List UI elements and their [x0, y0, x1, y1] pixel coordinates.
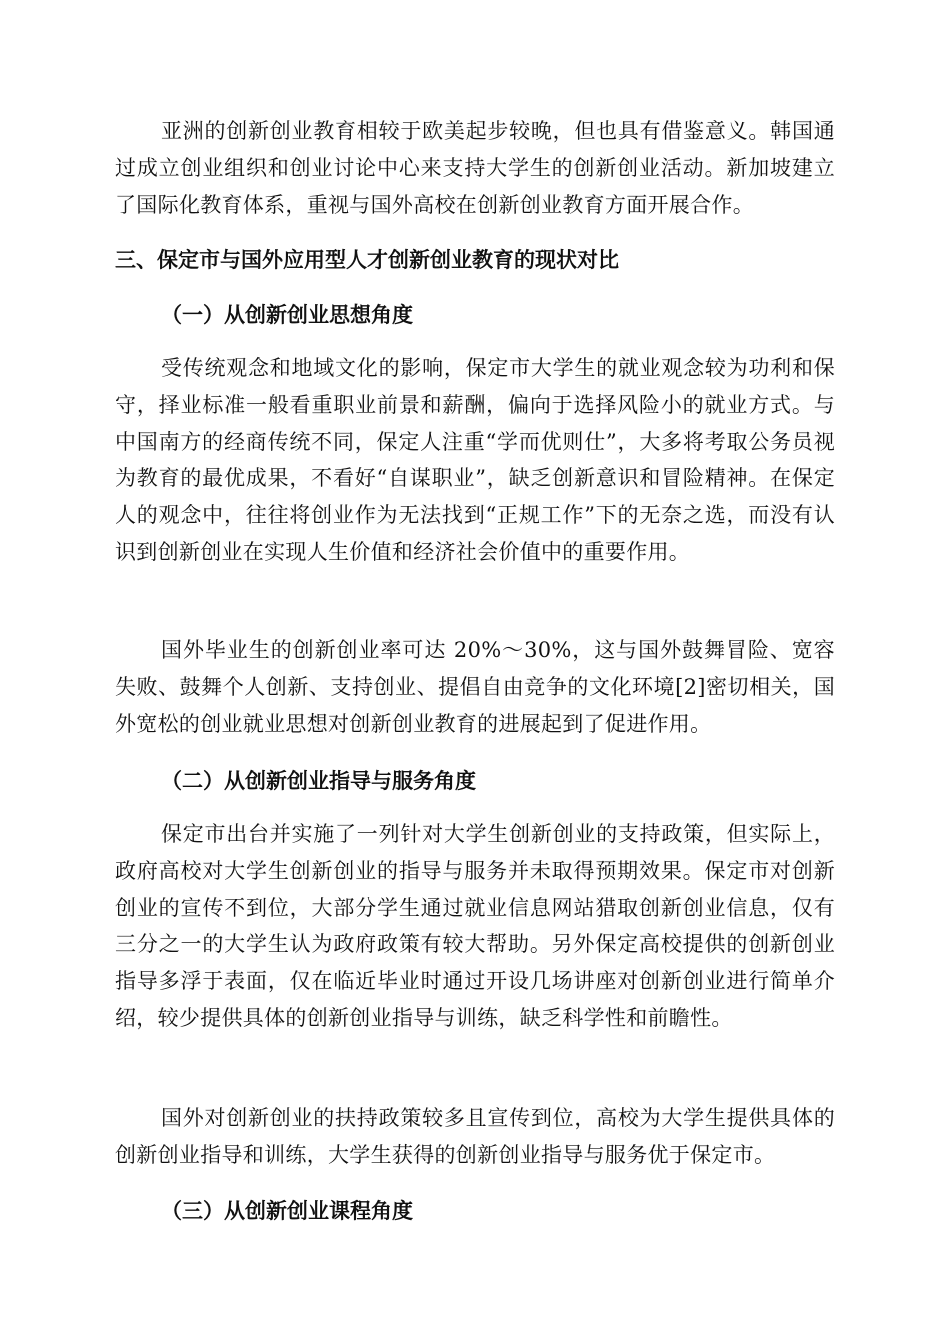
- subsection-heading-1: （一）从创新创业思想角度: [161, 302, 413, 327]
- paragraph-baoding-guidance: 保定市出台并实施了一列针对大学生创新创业的支持政策，但实际上，政府高校对大学生创新创业的指导与服务并未取得预期效果。保定市对创新创业的宣传不到位，大部分学生通过就业信息网站猎取创新创业信息，仅有三分之一的大学生认为政府政策有较大帮助。另外保定高校提供的创新创业指导多浮于表面，仅在临近毕业时通过开设几场讲座对创新创业进行简单介绍，较少提供具体的创新创业指导与训练，缺乏科学性和前瞻性。: [115, 822, 835, 1030]
- paragraph-baoding-mindset: 受传统观念和地域文化的影响，保定市大学生的就业观念较为功利和保守，择业标准一般看重职业前景和薪酬，偏向于选择风险小的就业方式。与中国南方的经商传统不同，保定人注重“学而优则仕”，大多将考取公务员视为教育的最优成果，不看好“自谋职业”，缺乏创新意识和冒险精神。在保定人的观念中，往往将创业作为无法找到“正规工作”下的无奈之选，而没有认识到创新创业在实现人生价值和经济社会价值中的重要作用。: [115, 356, 835, 564]
- subsection-heading-2: （二）从创新创业指导与服务角度: [161, 768, 476, 793]
- subsection-heading-3: （三）从创新创业课程角度: [161, 1198, 413, 1223]
- paragraph-foreign-mindset: 国外毕业生的创新创业率可达 20%～30%，这与国外鼓舞冒险、宽容失败、鼓舞个人创新、支持创业、提倡自由竞争的文化环境[2]密切相关，国外宽松的创业就业思想对创新创业教育的进展起到了促进作用。: [115, 638, 835, 736]
- section-heading-3: 三、保定市与国外应用型人才创新创业教育的现状对比: [115, 248, 619, 272]
- paragraph-asia-education: 亚洲的创新创业教育相较于欧美起步较晚，但也具有借鉴意义。韩国通过成立创业组织和创业讨论中心来支持大学生的创新创业活动。新加坡建立了国际化教育体系，重视与国外高校在创新创业教育方面开展合作。: [115, 119, 835, 217]
- paragraph-foreign-guidance: 国外对创新创业的扶持政策较多且宣传到位，高校为大学生提供具体的创新创业指导和训练，大学生获得的创新创业指导与服务优于保定市。: [115, 1106, 835, 1167]
